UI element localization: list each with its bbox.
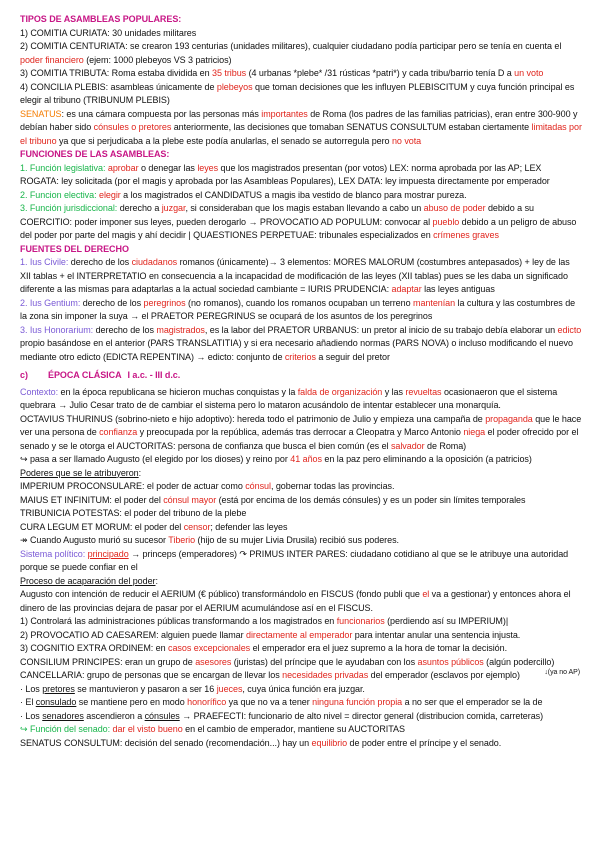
- annotation-ya-no-ap: ↓(ya no AP): [544, 669, 580, 676]
- para-ius-honorarium: 3. Ius Honorarium: derecho de los magistrados, es la labor del PRAETOR URBANUS: un pretor al inicio de su trabajo debía elaborar un edicto propio basándose en el anterior (PARS TRANSLATITIA) y si era necesario añadiendo normas (PARS NOVA) o incluso modificando el nuevo mediante otro edicto (EDICTA REPENTINA) → edicto: conjunto de criterios a seguir del pretor: [20, 324, 582, 362]
- para-augusto: ↪ pasa a ser llamado Augusto (el elegido por los dioses) y reino por 41 años en la paz pero eliminando a la oposición (a patricios): [20, 454, 532, 464]
- para-funcion-legislativa: 1. Función legislativa: aprobar o denegar las leyes que los magistrados presentan (por votos) LEX: norma aprobada por las AP; LEX ROGATA: ley solicitada (por el magis y aprobada por las Asambleas Populares), LEX DATA: ley impuesta directamente por emperador: [20, 162, 550, 186]
- para-provocatio-ad-caesarem: 2) PROVOCATIO AD CAESAREM: alguien puede llamar directamente al emperador para intentar anular una sentencia injusta.: [20, 629, 521, 640]
- para-senatus: SENATUS: es una cámara compuesta por las personas más importantes de Roma (los padres de las familias patricias), eran entre 300-900 y debían haber sido cónsules o pretores anteriormente, las decisiones que tomaban SENATUS CONSULTUM estaban ciertamente limitadas por el tribuno ya que si perjudicaba a la plebe este podía anularlas, el senado se autorregula pero no vota: [20, 108, 582, 146]
- para-sistema-politico: Sistema político: principado → princeps (emperadores) ↷ PRIMUS INTER PARES: ciudadano cotidiano al que se le atribuye una autoridad porque se puede confiar en el: [20, 548, 569, 572]
- para-cognitio-extra-ordinem: 3) COGNITIO EXTRA ORDINEM: en casos excepcionales el emperador era el juez supremo a la hora de tomar la decisión.: [20, 643, 508, 653]
- bullet-pretores: · Los pretores se mantuvieron y pasaron a ser 16 jueces, cuya única función era juzgar.: [20, 683, 365, 694]
- para-consilium-principes: CONSILIUM PRINCIPES: eran un grupo de asesores (juristas) del príncipe que le ayudaban con los asuntos públicos (algún podercillo): [20, 656, 555, 667]
- para-tributa: 3) COMITIA TRIBUTA: Roma estaba dividida en 35 tribus (4 urbanas *plebe* /31 rústicas *patri*) y cada tribu/barrio tenía D a un voto: [20, 68, 544, 78]
- para-controlara: 1) Controlará las administraciones públicas transformando a los magistrados en funcionarios (perdiendo así su IMPERIUM)|: [20, 616, 509, 626]
- para-centuriata: 2) COMITIA CENTURIATA: se crearon 193 centurias (unidades militares), cualquier ciudadano podía participar pero se tenía en cuenta el poder financiero (ejem: 1000 plebeyos VS 3 patricios): [20, 41, 562, 65]
- bullet-consulado: · El consulado se mantiene pero en modo honorífico ya que no va a tener ninguna función propia a no ser que el emperador se la de: [20, 697, 543, 707]
- para-cura-legum: CURA LEGUM ET MORUM: el poder del censor; defender las leyes: [20, 521, 288, 532]
- para-imperium-proconsulare: IMPERIUM PROCONSULARE: el poder de actuar como cónsul, gobernar todas las provincias.: [20, 481, 395, 491]
- heading-proceso: Proceso de acaparación del poder:: [20, 575, 158, 586]
- section-heading-epoca-clasica: c) ÉPOCA CLÁSICA I a.c. - III d.c.: [20, 370, 181, 380]
- para-funcion-jurisdiccional: 3. Función jurisdiccional: derecho a juzgar, si consideraban que los magis estaban llevando a cabo un abuso de poder debido a su COERCITIO: poder imponer sus leyes, pueden derogarlo → PROVOCATIO AD POPULUM: convocar al pueblo debido a un peligro de abuso del poder por parte del magis y ahí decidir | QUAESTIONES PERPETUAE: tribunales especializados en crímenes graves: [20, 203, 577, 240]
- para-cancellaria: CANCELLARIA: grupo de personas que se encargan de llevar los necesidades privadas del emperador (esclavos por ejemplo): [20, 670, 520, 680]
- para-ius-gentium: 2. Ius Gentium: derecho de los peregrinos (no romanos), cuando los romanos ocupaban un terreno mantenían la cultura y las costumbres de la zona sin imponer la suya → el PRAETOR PEREGRINUS se ocupará de los asuntos de los peregrinos: [20, 297, 576, 321]
- para-sucesor-tiberio: ↠ Cuando Augusto murió su sucesor Tiberio (hijo de su mujer Livia Drusila) recibió sus poderes.: [20, 535, 399, 545]
- para-contexto: Contexto: en la época republicana se hicieron muchas conquistas y la falda de organización y las revueltas ocasionaeron que el sistema quebrara → Julio Cesar trato de de cambiar el sistema pero lo mataron acusándolo de intentar establecer una monarquía.: [20, 386, 558, 410]
- para-concilia-plebis: 4) CONCILIA PLEBIS: asambleas únicamente de plebeyos que toman decisiones que les influyen PLEBISCITUM y cuya función principal es elegir al tribuno (TRIBUNUM PLEBIS): [20, 81, 575, 105]
- para-senatus-consultum: SENATUS CONSULTUM: decisión del senado (recomendación...) hay un equilibrio de poder entre el príncipe y el senado.: [20, 737, 502, 748]
- para-funcion-electiva: 2. Funcion electiva: elegir a los magistrados el CANDIDATUS a magis iba vestido de blanco para mostrar pureza.: [20, 189, 467, 200]
- heading-asambleas: TIPOS DE ASAMBLEAS POPULARES:: [20, 14, 182, 24]
- para-ius-civile: 1. Ius Civile: derecho de los ciudadanos romanos (únicamente)→ 3 elementos: MORES MALORUM (costumbres antepasados) + ley de las XII tablas + el INTERPRETATIO en consecuencia a la incapacidad de modificación de las leyes (XII tablas) pues se les daba un significado diferente a las mismas para adaptarlas a la actual sociedad cambiante = IURIS PRUDENCIA: adaptar las leyes antiguas: [20, 257, 570, 294]
- para-aerium-fiscus: Augusto con intención de reducir el AERIUM (€ público) transformándolo en FISCUS (fondo publi que el va a gestionar) y entonces ahora el dinero de las provincias dejara de pasar por el AERIUM acumulándose así en el FISCUS.: [20, 589, 571, 613]
- heading-fuentes: FUENTES DEL DERECHO: [20, 243, 129, 254]
- para-tribunicia-potestas: TRIBUNICIA POTESTAS: el poder del tribuno de la plebe: [20, 508, 247, 518]
- para-curiata: 1) COMITIA CURIATA: 30 unidades militares: [20, 27, 197, 38]
- para-maius-et-infinitum: MAIUS ET INFINITUM: el poder del cónsul mayor (está por encima de los demás cónsules) y es un poder sin límites temporales: [20, 494, 526, 505]
- bullet-senadores: · Los senadores ascendieron a cónsules → PRAEFECTI: funcionario de alto nivel = director general (distribucion comida, carreteras): [20, 710, 544, 721]
- heading-funciones: FUNCIONES DE LAS ASAMBLEAS:: [20, 149, 170, 159]
- para-octavius: OCTAVIUS THURINUS (sobrino-nieto e hijo adoptivo): hereda todo el patrimonio de Julio y empieza una campaña de propaganda que le hace ver una persona de confianza y preocupada por la república, además tras derrocar a Cleopatra y Marco Antonio niega el poder ofrecido por el senado y se le otorga el AUCTORITAS: persona de confianza que busca el bien común (es el salvador de Roma): [20, 413, 582, 451]
- para-funcion-senado: ↪ Función del senado: dar el visto bueno en el cambio de emperador, mantiene su AUCTORITAS: [20, 724, 405, 734]
- heading-poderes: Poderes que se le atribuyeron:: [20, 467, 142, 478]
